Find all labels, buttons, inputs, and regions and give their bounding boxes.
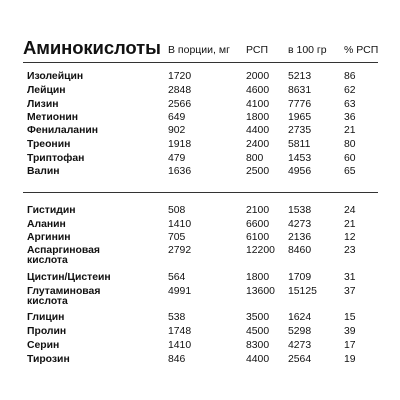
percent-rsp-value: 86 — [344, 71, 356, 82]
portion-mg-value: 1918 — [168, 139, 192, 150]
table-row — [0, 112, 400, 126]
portion-mg-value: 564 — [168, 272, 186, 283]
table-row — [0, 312, 400, 326]
percent-rsp-value: 21 — [344, 219, 356, 230]
per-100g-value: 8631 — [288, 85, 312, 96]
amino-acid-name: Лейцин — [27, 85, 66, 96]
amino-acid-name: Лизин — [27, 99, 59, 110]
portion-mg-value: 1636 — [168, 166, 192, 177]
rsp-value: 4600 — [246, 85, 270, 96]
portion-mg-value: 538 — [168, 312, 186, 323]
per-100g-value: 2735 — [288, 125, 312, 136]
percent-rsp-value: 23 — [344, 245, 356, 256]
amino-acid-name: Глицин — [27, 312, 65, 323]
rsp-value: 13600 — [246, 286, 275, 297]
portion-mg-value: 479 — [168, 153, 186, 164]
portion-mg-value: 846 — [168, 354, 186, 365]
portion-mg-value: 508 — [168, 205, 186, 216]
table-row — [0, 232, 400, 246]
percent-rsp-value: 24 — [344, 205, 356, 216]
amino-acid-name: Аргинин — [27, 232, 71, 243]
amino-acid-name: Пролин — [27, 326, 67, 337]
per-100g-value: 7776 — [288, 99, 312, 110]
amino-acid-name: Валин — [27, 166, 60, 177]
rsp-value: 4500 — [246, 326, 270, 337]
portion-mg-value: 649 — [168, 112, 186, 123]
per-100g-value: 4956 — [288, 166, 312, 177]
percent-rsp-value: 37 — [344, 286, 356, 297]
portion-mg-value: 1410 — [168, 340, 192, 351]
per-100g-value: 5213 — [288, 71, 312, 82]
rsp-value: 6600 — [246, 219, 270, 230]
rsp-value: 1800 — [246, 272, 270, 283]
table-title: Аминокислоты — [23, 37, 161, 58]
portion-mg-value: 2566 — [168, 99, 192, 110]
portion-mg-value: 1748 — [168, 326, 192, 337]
per-100g-value: 1453 — [288, 153, 312, 164]
per-100g-value: 15125 — [288, 286, 317, 297]
amino-acid-name: Изолейцин — [27, 71, 84, 82]
per-100g-value: 1624 — [288, 312, 312, 323]
rsp-value: 12200 — [246, 245, 275, 256]
percent-rsp-value: 21 — [344, 125, 356, 136]
amino-acid-name: Серин — [27, 340, 60, 351]
table-row — [0, 205, 400, 219]
portion-mg-value: 2792 — [168, 245, 192, 256]
table-row — [0, 272, 400, 286]
percent-rsp-value: 62 — [344, 85, 356, 96]
portion-mg-value: 1410 — [168, 219, 192, 230]
amino-acid-name: Глутаминовая — [27, 286, 101, 297]
table-row — [0, 354, 400, 368]
percent-rsp-value: 19 — [344, 354, 356, 365]
per-100g-value: 1709 — [288, 272, 312, 283]
group-divider — [23, 192, 378, 193]
table-row — [0, 219, 400, 233]
per-100g-value: 2136 — [288, 232, 312, 243]
table-row — [0, 326, 400, 340]
percent-rsp-value: 31 — [344, 272, 356, 283]
percent-rsp-value: 12 — [344, 232, 356, 243]
column-header-percent-rsp: % РСП — [344, 44, 379, 56]
header-divider — [23, 62, 378, 63]
table-row — [0, 71, 400, 85]
amino-acid-name: Тирозин — [27, 354, 70, 365]
table-row — [0, 125, 400, 139]
table-row — [0, 153, 400, 167]
table-row — [0, 166, 400, 180]
table-row — [0, 286, 400, 307]
percent-rsp-value: 15 — [344, 312, 356, 323]
percent-rsp-value: 63 — [344, 99, 356, 110]
amino-acid-name: Фенилаланин — [27, 125, 99, 136]
percent-rsp-value: 17 — [344, 340, 356, 351]
rsp-value: 6100 — [246, 232, 270, 243]
per-100g-value: 1965 — [288, 112, 312, 123]
rsp-value: 4400 — [246, 354, 270, 365]
amino-acid-name: Аланин — [27, 219, 66, 230]
amino-acid-name: Гистидин — [27, 205, 76, 216]
rsp-value: 800 — [246, 153, 264, 164]
amino-acid-name-line2: кислота — [27, 255, 68, 266]
portion-mg-value: 705 — [168, 232, 186, 243]
percent-rsp-value: 80 — [344, 139, 356, 150]
table-row — [0, 340, 400, 354]
amino-acid-name: Цистин/Цистеин — [27, 272, 111, 283]
rsp-value: 4400 — [246, 125, 270, 136]
portion-mg-value: 2848 — [168, 85, 192, 96]
table-row — [0, 245, 400, 266]
rsp-value: 2100 — [246, 205, 270, 216]
portion-mg-value: 1720 — [168, 71, 192, 82]
percent-rsp-value: 39 — [344, 326, 356, 337]
portion-mg-value: 902 — [168, 125, 186, 136]
rsp-value: 3500 — [246, 312, 270, 323]
per-100g-value: 5298 — [288, 326, 312, 337]
per-100g-value: 8460 — [288, 245, 312, 256]
per-100g-value: 1538 — [288, 205, 312, 216]
column-header-portion: В порции, мг — [168, 44, 230, 56]
rsp-value: 2400 — [246, 139, 270, 150]
amino-acid-name-line2: кислота — [27, 296, 68, 307]
per-100g-value: 5811 — [288, 139, 311, 150]
table-row — [0, 99, 400, 113]
amino-acid-name: Треонин — [27, 139, 71, 150]
per-100g-value: 4273 — [288, 219, 312, 230]
table-row — [0, 85, 400, 99]
column-header-per-100g: в 100 гр — [288, 44, 327, 56]
rsp-value: 4100 — [246, 99, 270, 110]
rsp-value: 1800 — [246, 112, 270, 123]
column-header-rsp: РСП — [246, 44, 269, 56]
percent-rsp-value: 60 — [344, 153, 356, 164]
per-100g-value: 4273 — [288, 340, 312, 351]
rsp-value: 8300 — [246, 340, 270, 351]
percent-rsp-value: 36 — [344, 112, 356, 123]
table-row — [0, 139, 400, 153]
amino-acid-name: Триптофан — [27, 153, 85, 164]
percent-rsp-value: 65 — [344, 166, 356, 177]
portion-mg-value: 4991 — [168, 286, 192, 297]
amino-acid-name: Аспаргиновая — [27, 245, 100, 256]
amino-acid-name: Метионин — [27, 112, 79, 123]
rsp-value: 2500 — [246, 166, 270, 177]
per-100g-value: 2564 — [288, 354, 312, 365]
rsp-value: 2000 — [246, 71, 270, 82]
